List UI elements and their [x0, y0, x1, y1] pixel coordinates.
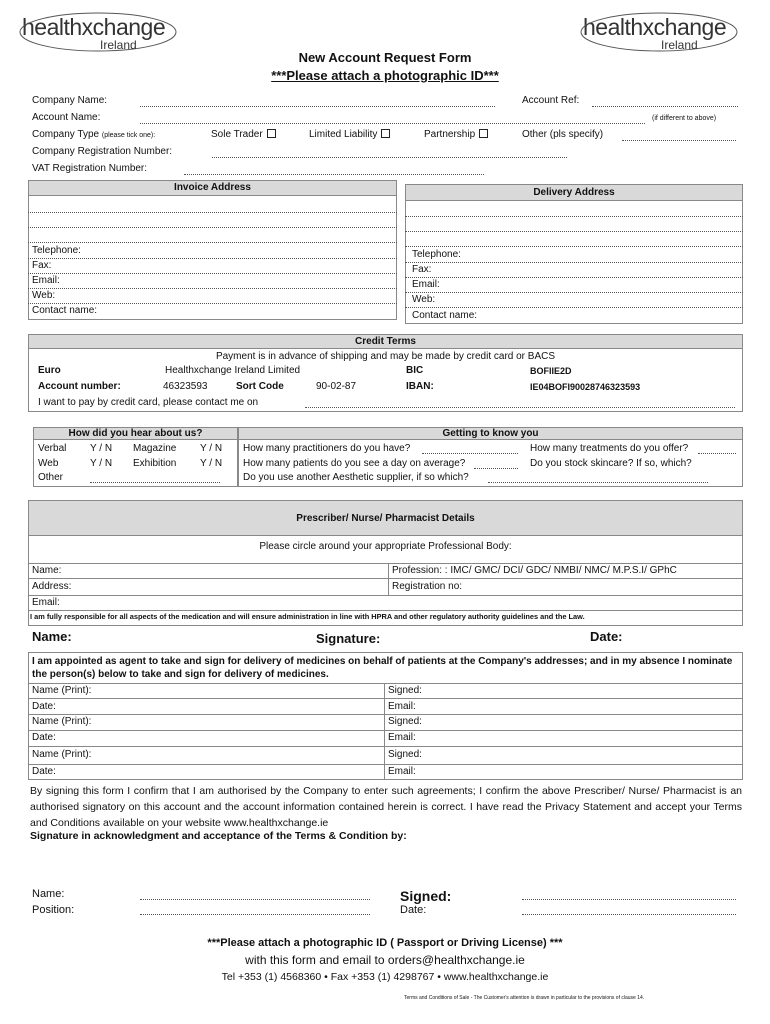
- bic-value: BOFIIE2D: [530, 366, 572, 376]
- q-treatments-field[interactable]: [698, 453, 736, 454]
- vat-reg-field[interactable]: [184, 174, 484, 175]
- logo-subtext: Ireland: [661, 38, 698, 52]
- q-skincare: Do you stock skincare? If so, which?: [530, 458, 692, 469]
- delivery-web-label: Web:: [412, 294, 436, 305]
- agent-date-3: Date:: [32, 766, 56, 777]
- account-number-label: Account number:: [38, 381, 121, 392]
- hear-verbal-label: Verbal: [38, 443, 67, 454]
- invoice-email-label: Email:: [32, 275, 60, 286]
- agent-signed-1: Signed:: [388, 685, 422, 696]
- account-ref-label: Account Ref:: [522, 95, 580, 106]
- logo-swoosh-icon: [579, 10, 739, 52]
- final-position-field[interactable]: [140, 914, 370, 915]
- hear-web-yn[interactable]: Y / N: [90, 458, 113, 469]
- partnership-option[interactable]: [424, 129, 488, 140]
- responsibility-statement: I am fully responsible for all aspects of the medication and will ensure administration in line with HPRA and other regulatory authority guidelines and the Law.: [30, 612, 585, 621]
- credit-card-label: I want to pay by credit card, please contact me on: [38, 397, 259, 408]
- company-reg-label: Company Registration Number:: [32, 146, 173, 157]
- limited-label: Limited Liability: [309, 129, 378, 140]
- prescriber-heading: Prescriber/ Nurse/ Pharmacist Details: [296, 513, 475, 524]
- hear-about-heading: How did you hear about us?: [68, 428, 203, 439]
- sort-code-label: Sort Code: [236, 381, 284, 392]
- agent-statement: I am appointed as agent to take and sign for delivery of medicines on behalf of patients at the Company's addresses; and in my absence I nominate the person(s) below to take and sign for delivery of medicines.: [32, 656, 733, 680]
- hear-magazine-label: Magazine: [133, 443, 177, 454]
- partnership-label: Partnership: [424, 129, 476, 140]
- agent-signed-3: Signed:: [388, 749, 422, 760]
- agent-name-1: Name (Print):: [32, 685, 92, 696]
- hear-web-label: Web: [38, 458, 59, 469]
- credit-terms-heading: Credit Terms: [355, 336, 416, 347]
- page-title: New Account Request Form: [298, 50, 472, 65]
- q-patients: How many patients do you see a day on average?: [243, 458, 466, 469]
- final-name-field[interactable]: [140, 899, 370, 900]
- limited-checkbox[interactable]: [381, 129, 390, 138]
- delivery-email-label: Email:: [412, 279, 440, 290]
- invoice-contact-label: Contact name:: [32, 305, 98, 316]
- delivery-contact-label: Contact name:: [412, 310, 478, 321]
- prescriber-name-label: Name:: [32, 565, 62, 576]
- prescriber-address-label: Address:: [32, 581, 72, 592]
- credit-card-contact-field[interactable]: [305, 407, 735, 408]
- company-type-row: [32, 129, 155, 140]
- hear-other-field[interactable]: [90, 482, 220, 483]
- prescriber-email-label: Email:: [32, 597, 60, 608]
- account-name-field[interactable]: [140, 123, 645, 124]
- if-different-note: (if different to above): [652, 115, 717, 122]
- partnership-checkbox[interactable]: [479, 129, 488, 138]
- registration-no-label: Registration no:: [392, 581, 463, 592]
- invoice-address-heading: Invoice Address: [174, 182, 251, 193]
- agent-date-1: Date:: [32, 701, 56, 712]
- iban-label: IBAN:: [406, 381, 434, 392]
- final-signed-label: Signed:: [400, 888, 452, 904]
- hear-other-label: Other: [38, 472, 64, 483]
- profession-options[interactable]: Profession: : IMC/ GMC/ DCI/ GDC/ NMBI/ NMC/ M.P.S.I/ GPhC: [392, 565, 677, 576]
- invoice-telephone-label: Telephone:: [32, 245, 81, 256]
- agent-date-2: Date:: [32, 732, 56, 743]
- page-subtitle: ***Please attach a photographic ID***: [271, 68, 499, 83]
- invoice-web-label: Web:: [32, 290, 56, 301]
- sole-trader-option[interactable]: [211, 129, 276, 140]
- agent-email-3: Email:: [388, 766, 416, 777]
- q-treatments: How many treatments do you offer?: [530, 443, 689, 454]
- hear-exhibition-label: Exhibition: [133, 458, 177, 469]
- invoice-address-box: [28, 180, 397, 320]
- account-ref-field[interactable]: [592, 106, 738, 107]
- agent-signed-2: Signed:: [388, 716, 422, 727]
- agent-name-2: Name (Print):: [32, 716, 92, 727]
- iban-value: IE04BOFI90028746323593: [530, 382, 641, 392]
- footer-terms: Terms and Conditions of Sale - The Customer's attention is drawn in particular to the provisions of clause 14.: [404, 995, 645, 1001]
- bic-label: BIC: [406, 365, 424, 376]
- delivery-telephone-label: Telephone:: [412, 249, 461, 260]
- know-you-heading: Getting to know you: [442, 428, 539, 439]
- account-number-value: 46323593: [163, 381, 208, 392]
- hear-magazine-yn[interactable]: Y / N: [200, 443, 223, 454]
- final-position-label: Position:: [32, 904, 75, 916]
- hear-verbal-yn[interactable]: Y / N: [90, 443, 113, 454]
- q-supplier: Do you use another Aesthetic supplier, if so which?: [243, 472, 469, 483]
- credit-terms-intro: Payment is in advance of shipping and may be made by credit card or BACS: [215, 351, 556, 362]
- logo-left: [22, 14, 166, 52]
- agent-name-3: Name (Print):: [32, 749, 92, 760]
- footer-email-instruction: with this form and email to orders@healthxchange.ie: [245, 953, 525, 967]
- sole-trader-label: Sole Trader: [211, 129, 263, 140]
- footer-attach-id: ***Please attach a photographic ID ( Passport or Driving License) ***: [207, 937, 563, 949]
- footer-contact: Tel +353 (1) 4568360 • Fax +353 (1) 4298767 • www.healthxchange.ie: [221, 971, 549, 983]
- other-type-field[interactable]: [622, 140, 736, 141]
- logo-text: healthxchange: [22, 14, 166, 40]
- sort-code-value: 90-02-87: [316, 381, 357, 392]
- company-reg-field[interactable]: [212, 157, 567, 158]
- final-signed-field[interactable]: [522, 899, 736, 900]
- q-supplier-field[interactable]: [488, 482, 708, 483]
- delivery-address-heading: Delivery Address: [533, 187, 615, 198]
- invoice-fax-label: Fax:: [32, 260, 52, 271]
- vat-reg-label: VAT Registration Number:: [32, 163, 148, 174]
- delivery-fax-label: Fax:: [412, 264, 432, 275]
- company-type-label: Company Type: [32, 129, 100, 140]
- signature-acknowledgment-heading: Signature in acknowledgment and acceptance of the Terms & Condition by:: [30, 830, 407, 842]
- account-name-label: Account Name:: [32, 112, 101, 123]
- agent-email-1: Email:: [388, 701, 416, 712]
- sig-name-label: Name:: [32, 629, 72, 644]
- logo-text: healthxchange: [583, 14, 727, 40]
- q-practitioners: How many practitioners do you have?: [243, 443, 411, 454]
- final-date-label: Date:: [400, 904, 427, 916]
- hear-exhibition-yn[interactable]: Y / N: [200, 458, 223, 469]
- logo-right: [583, 14, 727, 52]
- final-date-field[interactable]: [522, 914, 736, 915]
- logo-subtext: Ireland: [100, 38, 137, 52]
- company-type-hint: (please tick one):: [101, 132, 156, 139]
- bank-name: Healthxchange Ireland Limited: [165, 365, 301, 376]
- q-practitioners-field[interactable]: [422, 453, 518, 454]
- agent-email-2: Email:: [388, 732, 416, 743]
- company-name-label: Company Name:: [32, 95, 108, 106]
- final-name-label: Name:: [32, 888, 65, 900]
- company-name-field[interactable]: [140, 106, 495, 107]
- euro-label: Euro: [38, 365, 61, 376]
- q-patients-field[interactable]: [474, 468, 518, 469]
- confirmation-text: By signing this form I confirm that I am authorised by the Company to enter such agreements; I confirm the above Prescriber/ Nurse/ Pharmacist is an authorised signatory on this account and the account information contained herein is correct. I have read the Privacy Statement and accept your Terms and Conditions available on your website www.healthxchange.ie: [30, 785, 742, 829]
- professional-body-note: Please circle around your appropriate Professional Body:: [259, 541, 512, 552]
- other-type-label: Other (pls specify): [522, 129, 604, 140]
- sole-trader-checkbox[interactable]: [267, 129, 276, 138]
- limited-option[interactable]: [309, 129, 390, 140]
- sig-date-label: Date:: [590, 629, 623, 644]
- sig-signature-label: Signature:: [316, 631, 381, 646]
- logo-swoosh-icon: [18, 10, 178, 52]
